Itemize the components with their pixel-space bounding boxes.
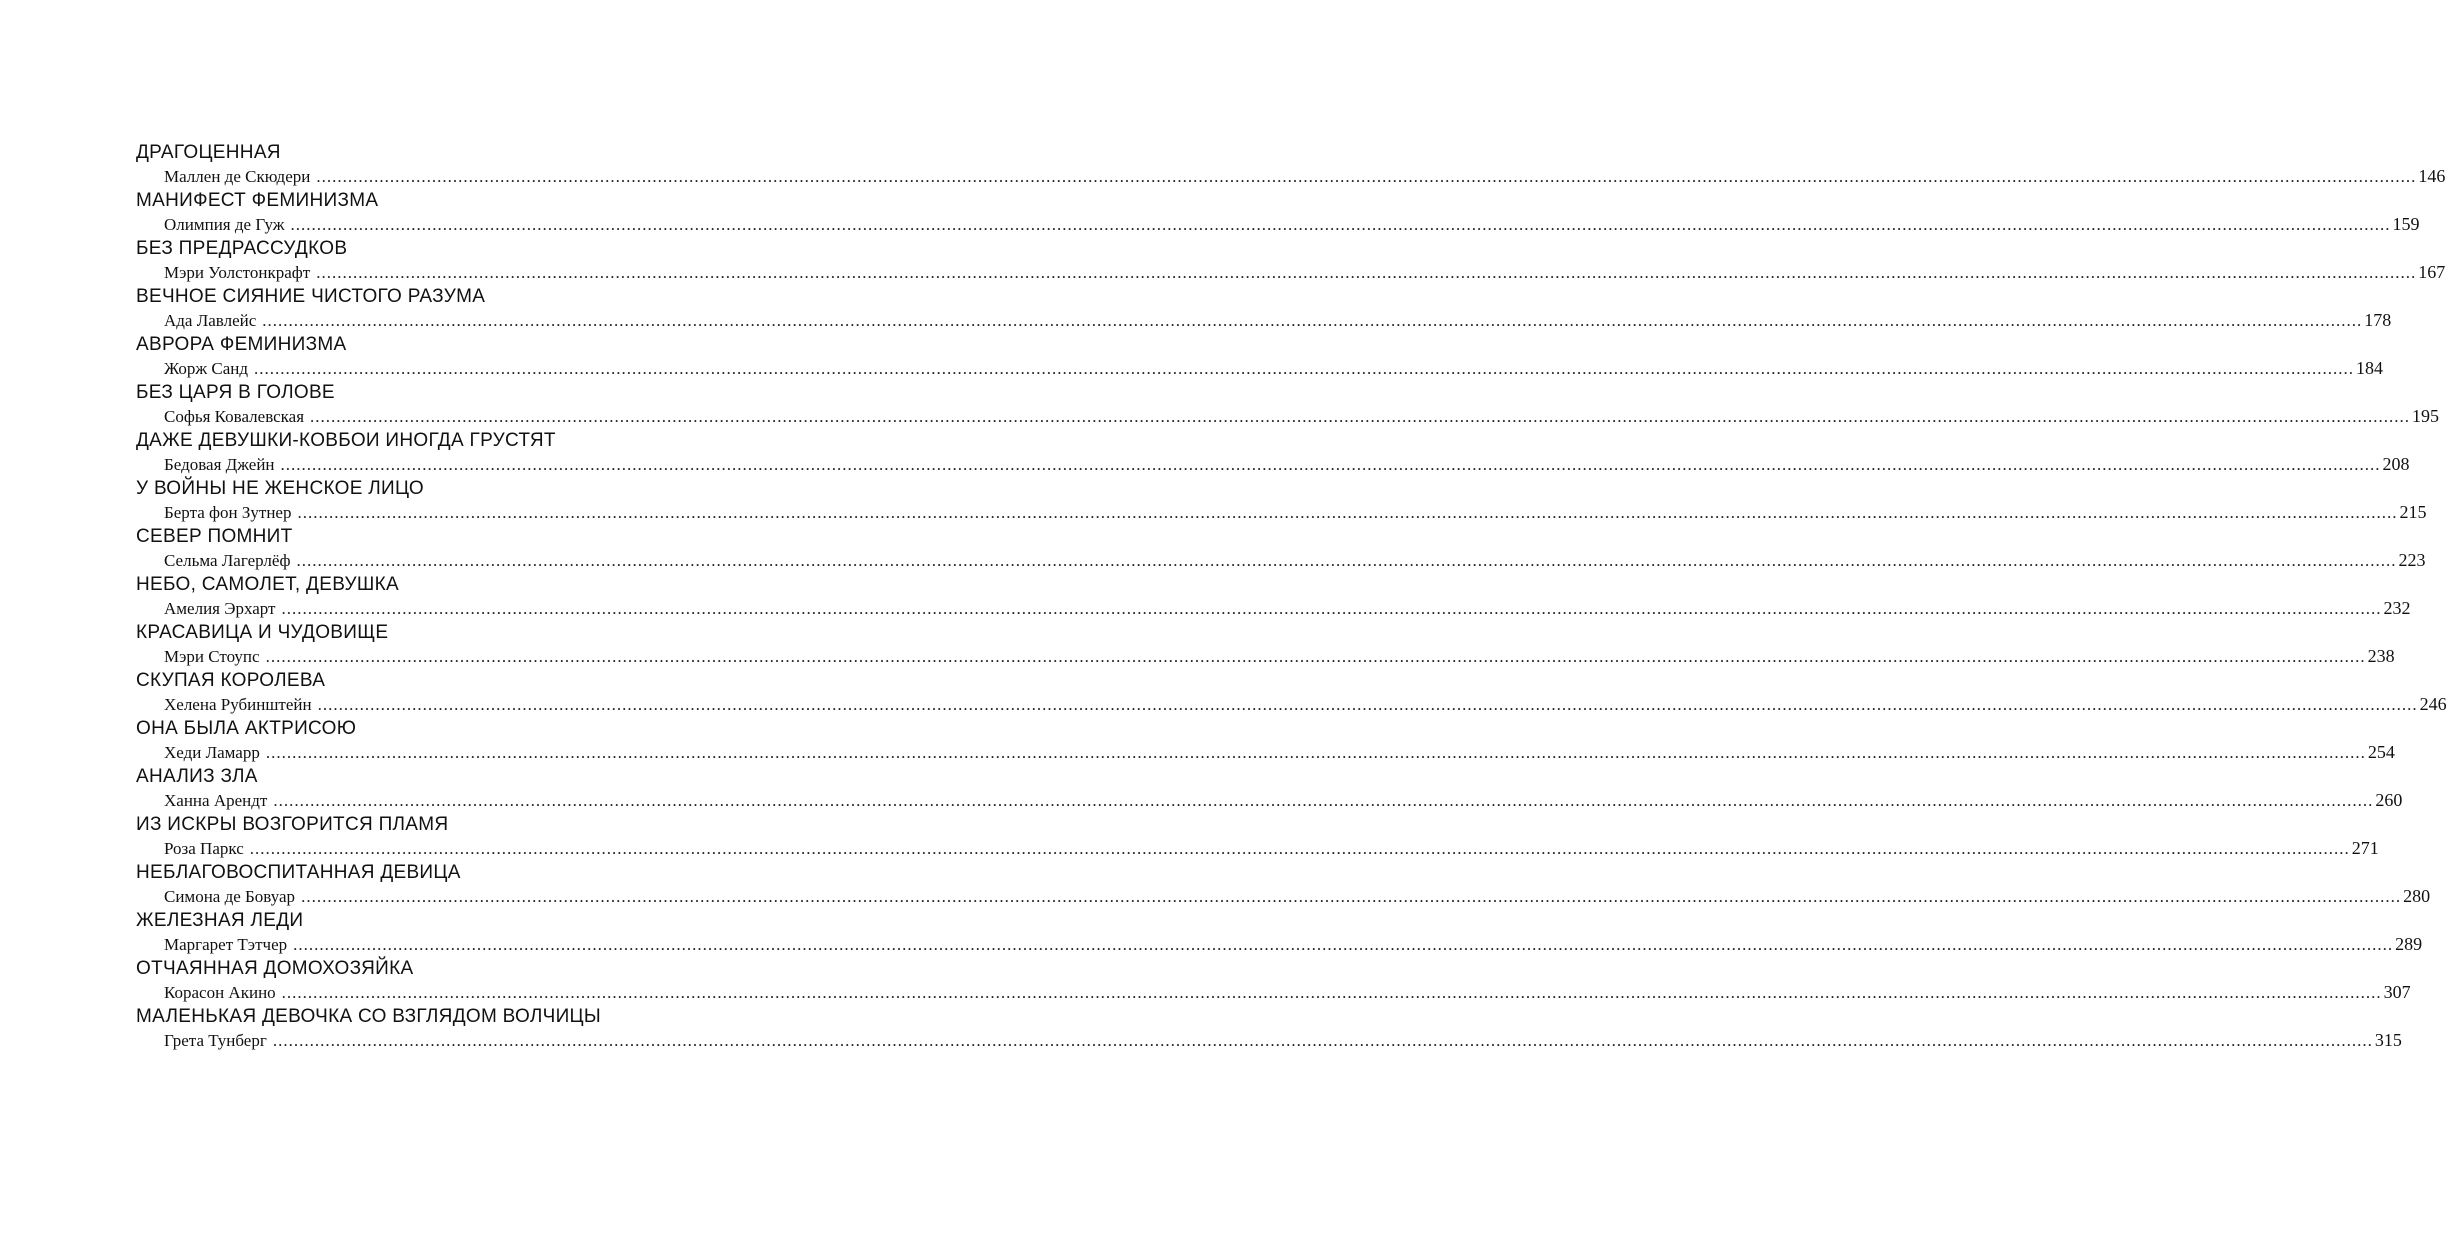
page-number: 307 — [2383, 982, 2411, 1002]
chapter-title: У ВОЙНЫ НЕ ЖЕНСКОЕ ЛИЦО — [136, 478, 425, 499]
toc-entry — [136, 764, 2403, 812]
dot-leader: ................................................................................................................................................................................................................................................................................................................................................................................................................ — [281, 599, 2382, 618]
page-number: 260 — [2375, 790, 2403, 810]
chapter-title: АНАЛИЗ ЗЛА — [136, 766, 258, 787]
page-number: 146 — [2418, 166, 2446, 186]
toc-entry — [136, 380, 2440, 428]
toc-entry — [136, 956, 2411, 1004]
toc-entry — [136, 476, 2427, 524]
toc-entry — [136, 428, 2410, 476]
page-number: 271 — [2351, 838, 2379, 858]
chapter-author: Мэри Уолстонкрафт — [164, 263, 311, 282]
toc-entry — [136, 620, 2395, 668]
chapter-line — [136, 933, 2423, 956]
dot-leader: ................................................................................................................................................................................................................................................................................................................................................................................................................ — [296, 551, 2397, 570]
chapter-title: ОНА БЫЛА АКТРИСОЮ — [136, 718, 357, 739]
page-number: 184 — [2356, 358, 2383, 378]
dot-leader: ................................................................................................................................................................................................................................................................................................................................................................................................................ — [249, 839, 2350, 858]
chapter-author: Берта фон Зутнер — [164, 503, 292, 522]
chapter-author: Бедовая Джейн — [164, 455, 275, 474]
chapter-line — [136, 693, 2447, 716]
toc-entry — [136, 140, 2446, 188]
chapter-line — [136, 597, 2411, 620]
chapter-line — [136, 789, 2403, 812]
chapter-author: Амелия Эрхарт — [164, 599, 276, 618]
chapter-title: ИЗ ИСКРЫ ВОЗГОРИТСЯ ПЛАМЯ — [136, 814, 449, 835]
dot-leader: ................................................................................................................................................................................................................................................................................................................................................................................................................ — [272, 1031, 2373, 1050]
page-number: 223 — [2398, 550, 2426, 570]
chapter-author: Грета Тунберг — [164, 1031, 267, 1050]
page-number: 159 — [2392, 214, 2420, 234]
chapter-line — [136, 357, 2383, 380]
toc-entry — [136, 572, 2411, 620]
chapter-author: Олимпия де Гуж — [164, 215, 285, 234]
page-number: 315 — [2374, 1030, 2402, 1050]
toc-entry — [136, 524, 2426, 572]
dot-leader: ................................................................................................................................................................................................................................................................................................................................................................................................................ — [310, 407, 2411, 426]
chapter-title: МАНИФЕСТ ФЕМИНИЗМА — [136, 190, 379, 211]
chapter-author: Маргарет Тэтчер — [164, 935, 288, 954]
chapter-author: Мэри Стоупс — [164, 647, 260, 666]
toc-entry — [136, 236, 2446, 284]
page-number: 280 — [2403, 886, 2431, 906]
dot-leader: ................................................................................................................................................................................................................................................................................................................................................................................................................ — [316, 263, 2417, 282]
page-number: 167 — [2418, 262, 2446, 282]
chapter-title: ДРАГОЦЕННАЯ — [136, 142, 281, 163]
chapter-title: СКУПАЯ КОРОЛЕВА — [136, 670, 326, 691]
toc-entry — [136, 1004, 2402, 1052]
dot-leader: ................................................................................................................................................................................................................................................................................................................................................................................................................ — [316, 167, 2417, 186]
dot-leader: ................................................................................................................................................................................................................................................................................................................................................................................................................ — [301, 887, 2402, 906]
chapter-line — [136, 837, 2379, 860]
page-number: 215 — [2399, 502, 2427, 522]
dot-leader: ................................................................................................................................................................................................................................................................................................................................................................................................................ — [281, 983, 2382, 1002]
toc-entry — [136, 668, 2447, 716]
dot-leader: ................................................................................................................................................................................................................................................................................................................................................................................................................ — [265, 743, 2366, 762]
chapter-author: Симона де Бовуар — [164, 887, 296, 906]
page-number: 208 — [2382, 454, 2410, 474]
page-number: 232 — [2383, 598, 2411, 618]
dot-leader: ................................................................................................................................................................................................................................................................................................................................................................................................................ — [280, 455, 2381, 474]
chapter-author: Ханна Арендт — [164, 791, 268, 810]
chapter-line — [136, 309, 2392, 332]
chapter-title: МАЛЕНЬКАЯ ДЕВОЧКА СО ВЗГЛЯДОМ ВОЛЧИЦЫ — [136, 1006, 602, 1027]
page-number: 195 — [2412, 406, 2440, 426]
chapter-author: Хеди Ламарр — [164, 743, 260, 762]
chapter-author: Роза Паркс — [164, 839, 244, 858]
chapter-title: АВРОРА ФЕМИНИЗМА — [136, 334, 347, 355]
chapter-title: БЕЗ ЦАРЯ В ГОЛОВЕ — [136, 382, 335, 403]
page-number: 289 — [2395, 934, 2423, 954]
chapter-title: НЕБЛАГОВОСПИТАННАЯ ДЕВИЦА — [136, 862, 461, 883]
chapter-title: ОТЧАЯННАЯ ДОМОХОЗЯЙКА — [136, 958, 414, 979]
chapter-line — [136, 165, 2446, 188]
chapter-line — [136, 549, 2426, 572]
chapter-author: Маллен де Скюдери — [164, 167, 311, 186]
chapter-line — [136, 741, 2395, 764]
chapter-line — [136, 261, 2446, 284]
dot-leader: ................................................................................................................................................................................................................................................................................................................................................................................................................ — [254, 359, 2354, 378]
chapter-title: ВЕЧНОЕ СИЯНИЕ ЧИСТОГО РАЗУМА — [136, 286, 486, 307]
chapter-line — [136, 405, 2440, 428]
dot-leader: ................................................................................................................................................................................................................................................................................................................................................................................................................ — [290, 215, 2391, 234]
toc-entry — [136, 716, 2395, 764]
chapter-title: БЕЗ ПРЕДРАССУДКОВ — [136, 238, 348, 259]
chapter-line — [136, 501, 2427, 524]
toc-entry — [136, 332, 2383, 380]
dot-leader: ................................................................................................................................................................................................................................................................................................................................................................................................................ — [317, 695, 2418, 714]
page-number: 178 — [2364, 310, 2392, 330]
chapter-author: Хелена Рубинштейн — [164, 695, 312, 714]
toc-entry — [136, 188, 2420, 236]
page-number: 254 — [2367, 742, 2395, 762]
chapter-title: ЖЕЛЕЗНАЯ ЛЕДИ — [136, 910, 304, 931]
dot-leader: ................................................................................................................................................................................................................................................................................................................................................................................................................ — [297, 503, 2398, 522]
chapter-line — [136, 885, 2431, 908]
chapter-author: Ада Лавлейс — [164, 311, 257, 330]
dot-leader: ................................................................................................................................................................................................................................................................................................................................................................................................................ — [265, 647, 2366, 666]
chapter-line — [136, 453, 2410, 476]
toc-entry — [136, 860, 2431, 908]
dot-leader: ................................................................................................................................................................................................................................................................................................................................................................................................................ — [273, 791, 2374, 810]
page-number: 238 — [2367, 646, 2395, 666]
page-number: 246 — [2419, 694, 2447, 714]
chapter-title: КРАСАВИЦА И ЧУДОВИЩЕ — [136, 622, 389, 643]
chapter-line — [136, 213, 2420, 236]
table-of-contents — [136, 140, 2447, 1052]
chapter-author: Сельма Лагерлёф — [164, 551, 291, 570]
dot-leader: ................................................................................................................................................................................................................................................................................................................................................................................................................ — [293, 935, 2394, 954]
chapter-author: Жорж Санд — [164, 359, 248, 378]
toc-entry — [136, 812, 2379, 860]
dot-leader: ................................................................................................................................................................................................................................................................................................................................................................................................................ — [262, 311, 2363, 330]
chapter-title: НЕБО, САМОЛЕТ, ДЕВУШКА — [136, 574, 399, 595]
chapter-author: Корасон Акино — [164, 983, 276, 1002]
chapter-title: СЕВЕР ПОМНИТ — [136, 526, 293, 547]
chapter-author: Софья Ковалевская — [164, 407, 305, 426]
chapter-line — [136, 1029, 2402, 1052]
chapter-title: ДАЖЕ ДЕВУШКИ-КОВБОИ ИНОГДА ГРУСТЯТ — [136, 430, 556, 451]
chapter-line — [136, 645, 2395, 668]
chapter-line — [136, 981, 2411, 1004]
toc-entry — [136, 284, 2392, 332]
toc-entry — [136, 908, 2423, 956]
